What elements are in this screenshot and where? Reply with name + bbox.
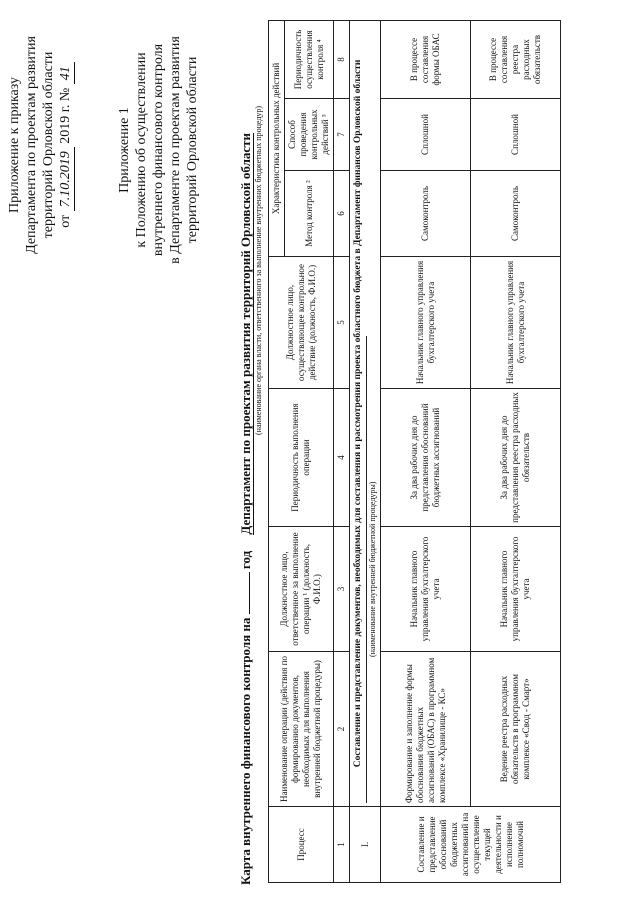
row-periodicity: За два рабочих дня до представления реестра расходных обязательств [471, 389, 561, 527]
col-number: 1 [334, 807, 350, 883]
section-cell [350, 20, 381, 806]
document-title [238, 15, 254, 885]
col-number: 4 [334, 389, 350, 527]
header-way: Способ проведения контрольных действий ³ [285, 99, 334, 171]
appendix-order-line1: Приложение к приказу [7, 77, 22, 213]
row-method: Самоконтроль [471, 171, 561, 257]
appendix-regulation-line5: территорий Орловской области [185, 56, 200, 244]
row-responsible: Начальник главного управления бухгалтерского учета [471, 527, 561, 652]
year-blank [249, 572, 250, 614]
column-numbers-row [334, 20, 350, 882]
order-number: 41 [57, 62, 75, 84]
order-year: 2019 г. [58, 104, 73, 144]
header-operation: Наименование операции (действия по формированию документов, необходимых для выполнения внутренней бюджетной процедуры) [269, 652, 334, 807]
row-way: Сплошной [471, 99, 561, 171]
row-method: Самоконтроль [381, 171, 471, 257]
row-responsible: Начальник главного управления бухгалтерского учета [381, 527, 471, 652]
col-number: 2 [334, 652, 350, 807]
order-date: 7.10.2019 [57, 147, 75, 211]
org-caption: (наименование органа власти, ответственного за выполнение внутренних бюджетных процедур) [254, 105, 263, 435]
section-row [350, 20, 381, 882]
from-label: от [58, 214, 73, 228]
col-number: 7 [334, 99, 350, 171]
appendix-order-block [6, 25, 75, 265]
col-number: 6 [334, 171, 350, 257]
col-number: 5 [334, 257, 350, 389]
title-year-word: год [238, 550, 253, 570]
header-row-1 [269, 20, 285, 882]
section-number: I. [350, 807, 381, 883]
header-characteristics: Характеристика контрольных действий [269, 20, 285, 256]
row-way: Сплошной [381, 99, 471, 171]
appendix-regulation-line2: к Положению об осуществлении [134, 52, 149, 248]
header-responsible: Должностное лицо, ответственное за выполнение операции ¹ (должность, Ф.И.О.) [269, 527, 334, 652]
header-frequency: Периодичность осуществления контроля ⁴ [285, 20, 334, 98]
title-prefix: Карта внутреннего финансового контроля на [238, 617, 253, 885]
control-map-table [268, 20, 561, 883]
appendix-order-line2: Департамента по проектам развития [24, 36, 39, 254]
col-number: 3 [334, 527, 350, 652]
appendix-regulation-line3: внутреннего финансового контроля [151, 43, 166, 257]
row-operation: Формирование и заполнение формы обоснования бюджетных ассигнований (ОБАС) в программном комплексе «Хранилище - КС» [381, 652, 471, 807]
section-note: (наименование внутренней бюджетной процедуры) [366, 336, 378, 803]
row-controller: Начальник главного управления бухгалтерского учета [471, 257, 561, 389]
appendix-order-line3: территорий Орловской области [41, 51, 56, 239]
row-controller: Начальник главного управления бухгалтерского учета [381, 257, 471, 389]
appendix-regulation-block [116, 25, 201, 275]
header-controller: Должностное лицо, осуществляющее контрольное действие (должность, Ф.И.О.) [269, 257, 334, 389]
row-operation: Ведение реестра расходных обязательств в программном комплексе «Свод - Смарт» [471, 652, 561, 807]
col-number: 8 [334, 20, 350, 98]
row-periodicity: За два рабочих дня до представления обоснований бюджетных ассигнований [381, 389, 471, 527]
appendix-regulation-line1: Приложение 1 [117, 107, 132, 193]
row-frequency: В процессе составления формы ОБАС [381, 20, 471, 98]
header-periodicity: Периодичность выполнения операции [269, 389, 334, 527]
table-row [471, 20, 561, 882]
process-name: Составление и представление обоснований бюджетных ассигнований на осуществление текущей деятельности и исполнение полномочий [381, 807, 561, 883]
header-method: Метод контроля ² [285, 171, 334, 257]
appendix-regulation-line4: в Департаменте по проектам развития [168, 36, 183, 264]
section-title: Составление и представление документов, необходимых для составления и рассмотрения проекта областного бюджета в Департамент финансов Орловской области [353, 59, 363, 768]
number-label: № [58, 87, 73, 102]
table-row [381, 20, 471, 882]
header-process: Процесс [269, 807, 334, 883]
row-frequency: В процессе составления реестра расходных обязательств [471, 20, 561, 98]
title-org: Департамент по проектам развития территорий Орловской области [238, 132, 253, 535]
appendix-order-date-line [57, 25, 75, 265]
